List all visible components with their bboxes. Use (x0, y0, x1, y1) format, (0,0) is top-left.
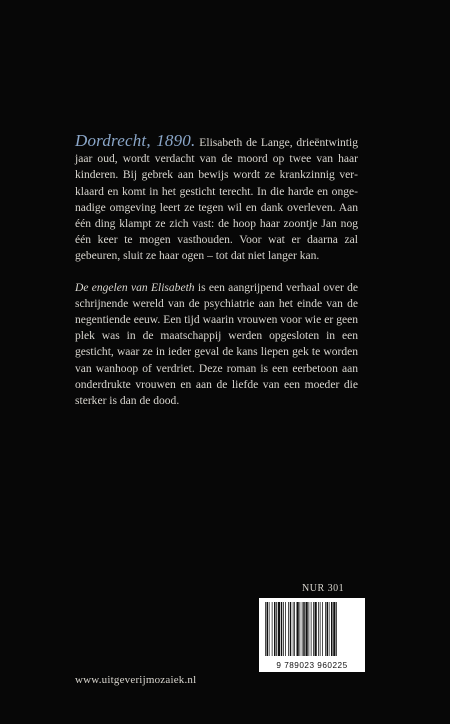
blurb (75, 133, 358, 424)
barcode-bars (259, 598, 365, 662)
book-title: De engelen van Elisabeth (75, 281, 195, 294)
nur-code: NUR 301 (302, 583, 345, 594)
isbn-barcode (259, 598, 365, 672)
blurb-paragraph-2 (75, 280, 358, 410)
lead-place-date: Dordrecht, 1890. (75, 131, 196, 150)
paragraph-2-text: is een aangrijpend verhaal over de schrijnende wereld van de psychiatrie aan het einde van de negentiende eeuw. Een tijd waarin vrouwen voor wie er geen plek was in de maatschappij werden opgesloten in een gesticht, waar ze in ieder geval de kans liepen gek te worden van wanhoop of verdriet. Deze roman is een eerbetoon aan onderdrukte vrouwen en aan de liefde van een moeder die sterker is dan de dood. (75, 281, 358, 408)
paragraph-1-text: Elisabeth de Lange, drieëntwintig jaar oud, wordt verdacht van de moord op twee van haar kinderen. Bij gebrek aan bewijs wordt ze krankzinnig verklaard en komt in het gesticht terecht. In die harde en ongenadige omgeving leert ze tegen wil en dank overleven. Aan één ding klampt ze zich vast: de hoop haar zoontje Jan nog één keer te mogen vasthouden. Voor wat er daarna zal gebeuren, sluit ze haar ogen – tot dat niet langer kan. (75, 137, 358, 263)
blurb-paragraph-1 (75, 133, 358, 265)
isbn-digits: 9 789023 960225 (276, 661, 348, 670)
publisher-website: www.uitgeverijmozaiek.nl (75, 674, 197, 686)
